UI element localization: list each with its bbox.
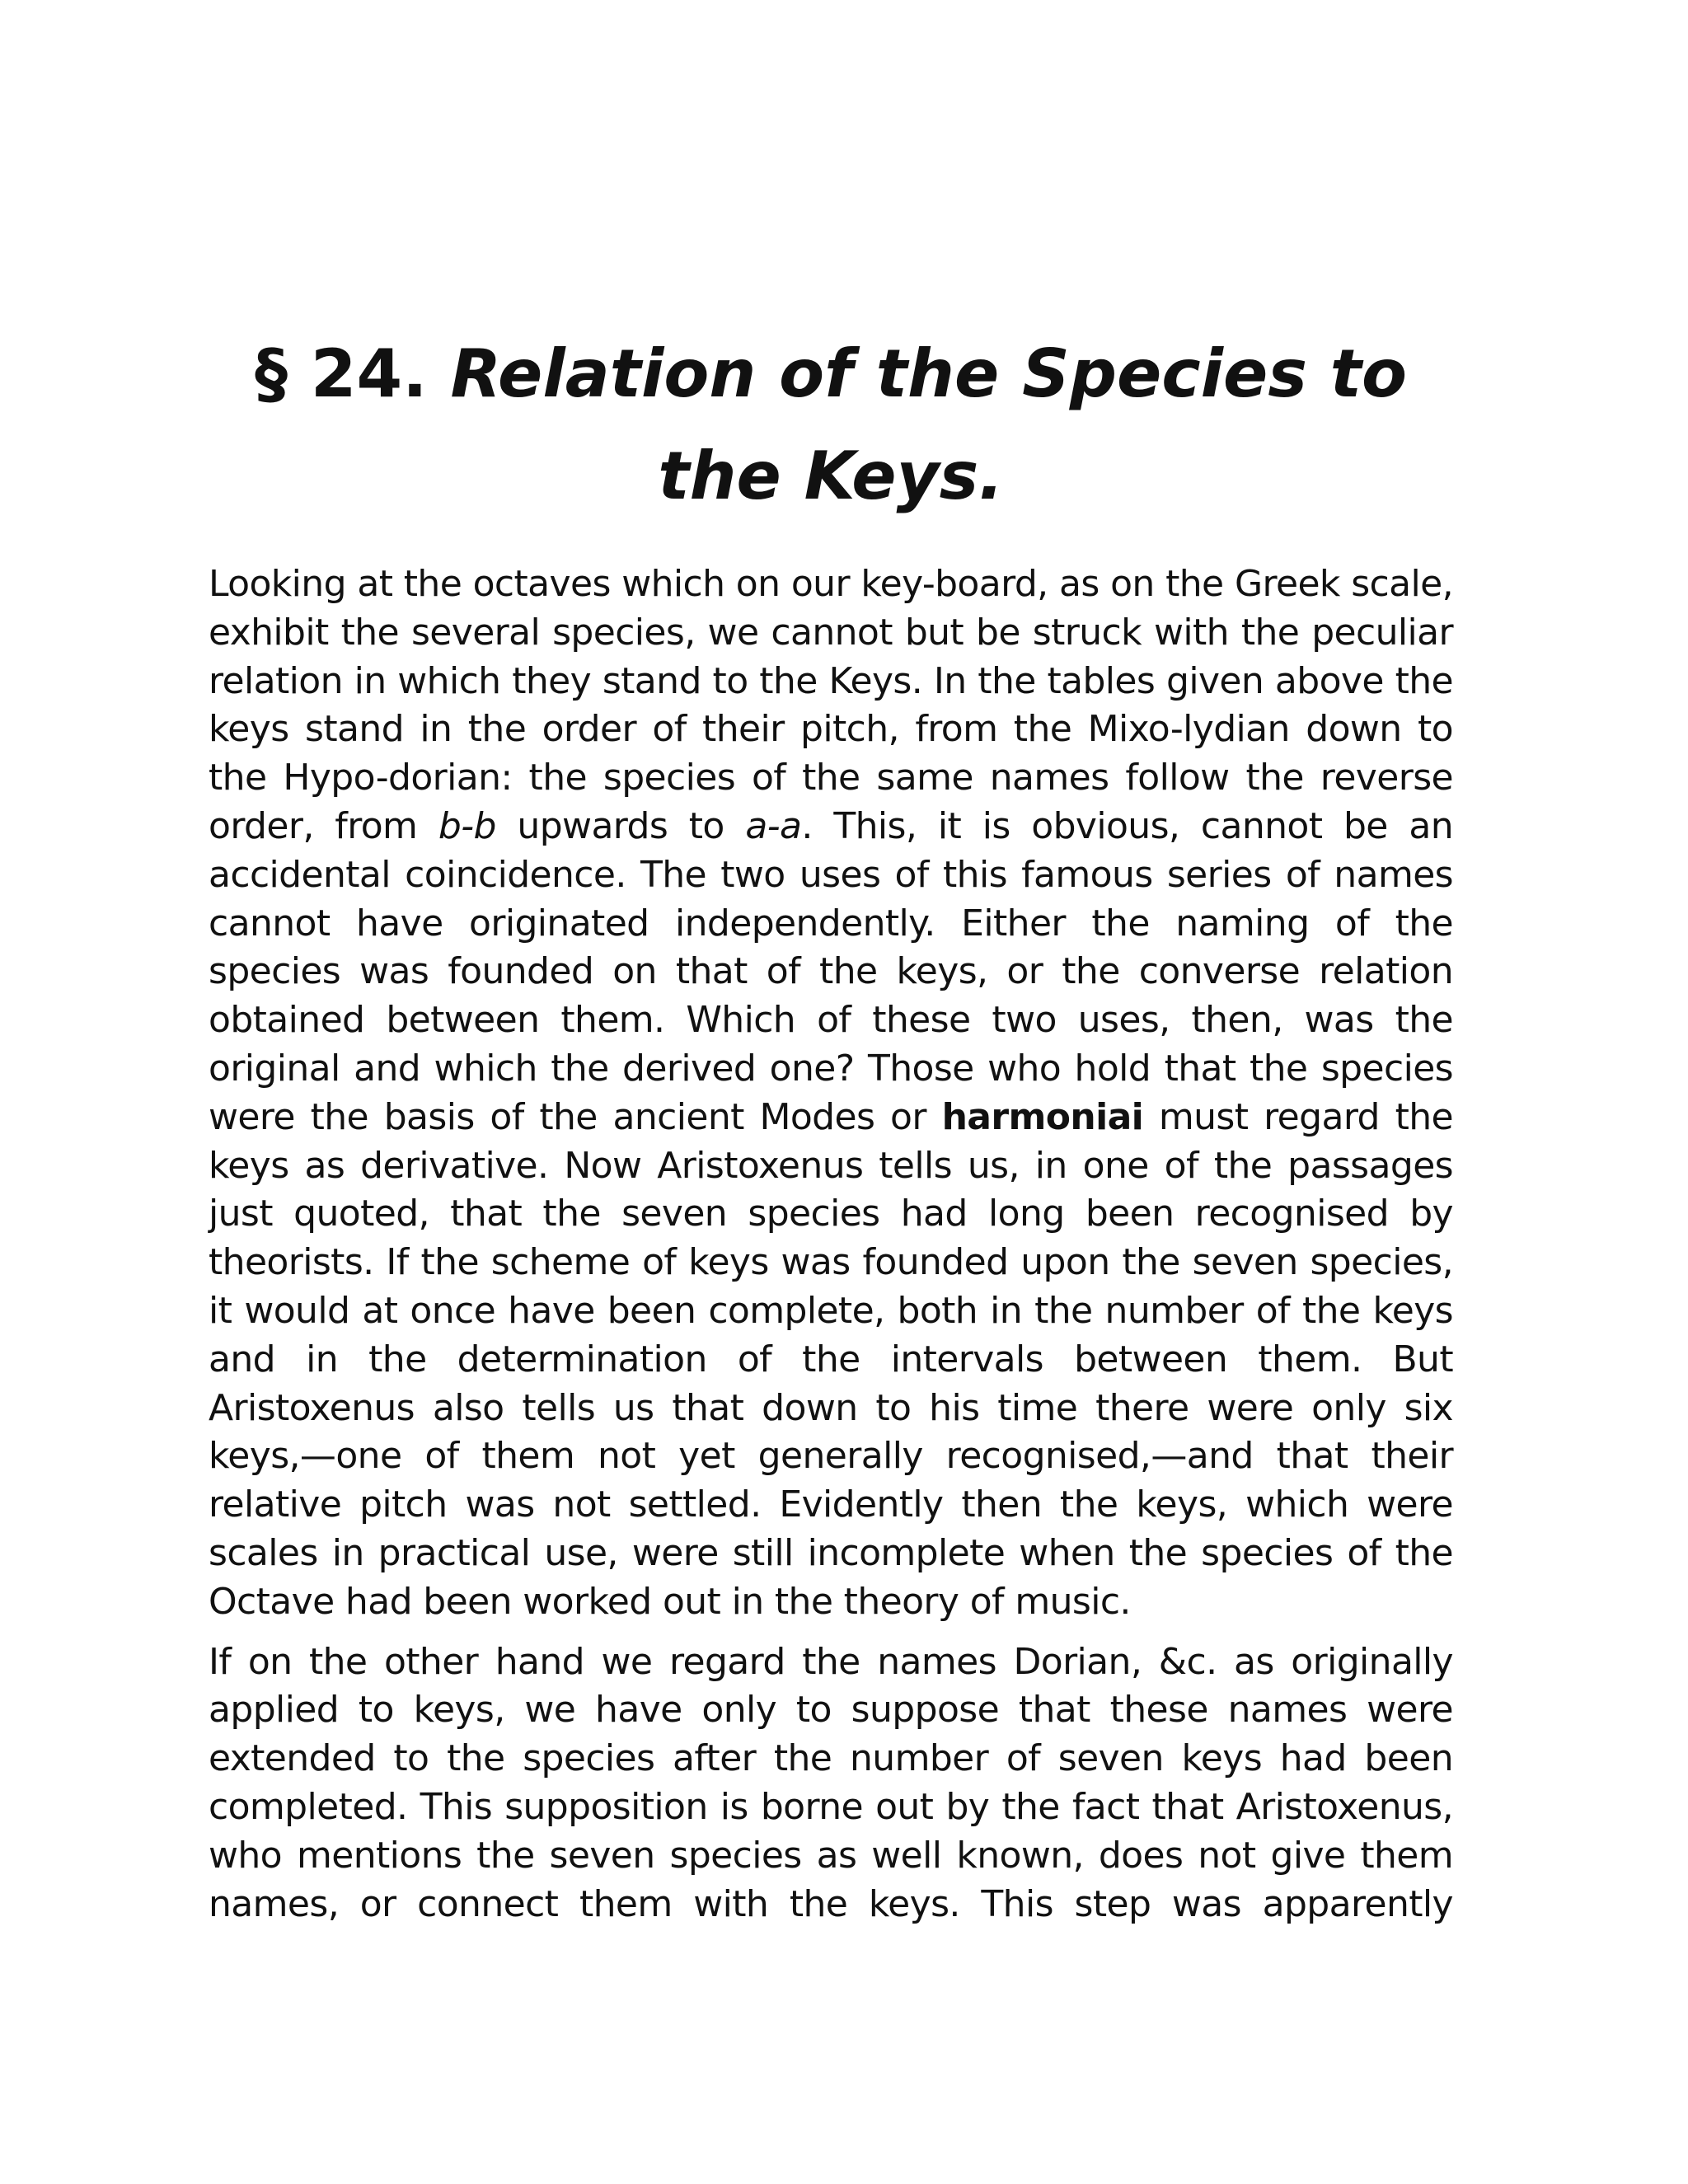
text-run-italic: b-b (438, 804, 496, 847)
paragraph-1 (209, 560, 1453, 1627)
section-title: Relation of the Species to the Keys. (450, 335, 1407, 514)
section-heading (209, 323, 1453, 527)
section-number: § 24. (255, 335, 428, 412)
text-run: If on the other hand we regard the names Dorian, &c. as originally applied to keys, we have only to suppose that these names were extended to the species after the number of seven keys had been completed. This supposition is borne out by the fact that Aristoxenus, who mentions the seven species as well known, does not give them names, or connect them with the keys. This step was apparently (209, 1640, 1453, 1925)
text-run: Looking at the octaves which on our key-board, as on the Greek scale, exhibit the several species, we cannot but be struck with the peculiar relation in which they stand to the Keys. In the tables given above the keys stand in the order of their pitch, from the Mixo-lydian down to the Hypo-dorian: the species of the same names follow the reverse order, from (209, 563, 1453, 847)
text-run: must regard the keys as derivative. Now Aristoxenus tells us, in one of the passages just quoted, that the seven species had long been recognised by theorists. If the scheme of keys was founded upon the seven species, it would at once have been complete, both in the number of the keys and in the determination of the intervals between them. But Aristoxenus also tells us that down to his time there were only six keys,—one of them not yet generally recognised,—and that their relative pitch was not settled. Evidently then the keys, which were scales in practical use, were still incomplete when the species of the Octave had been worked out in the theory of music. (209, 1095, 1454, 1623)
text-run: upwards to (495, 804, 746, 847)
text-run-bold: harmoniai (941, 1095, 1144, 1138)
text-run-italic: a-a (745, 804, 802, 847)
paragraph-2 (209, 1638, 1453, 1929)
document-page (209, 323, 1453, 1940)
text-run: . This, it is obvious, cannot be an accidental coincidence. The two uses of this famous series of names cannot have originated independently. Either the naming of the species was founded on that of the keys, or the converse relation obtained between them. Which of these two uses, then, was the original and which the derived one? Those who hold that the species were the basis of the ancient Modes or (209, 804, 1454, 1138)
